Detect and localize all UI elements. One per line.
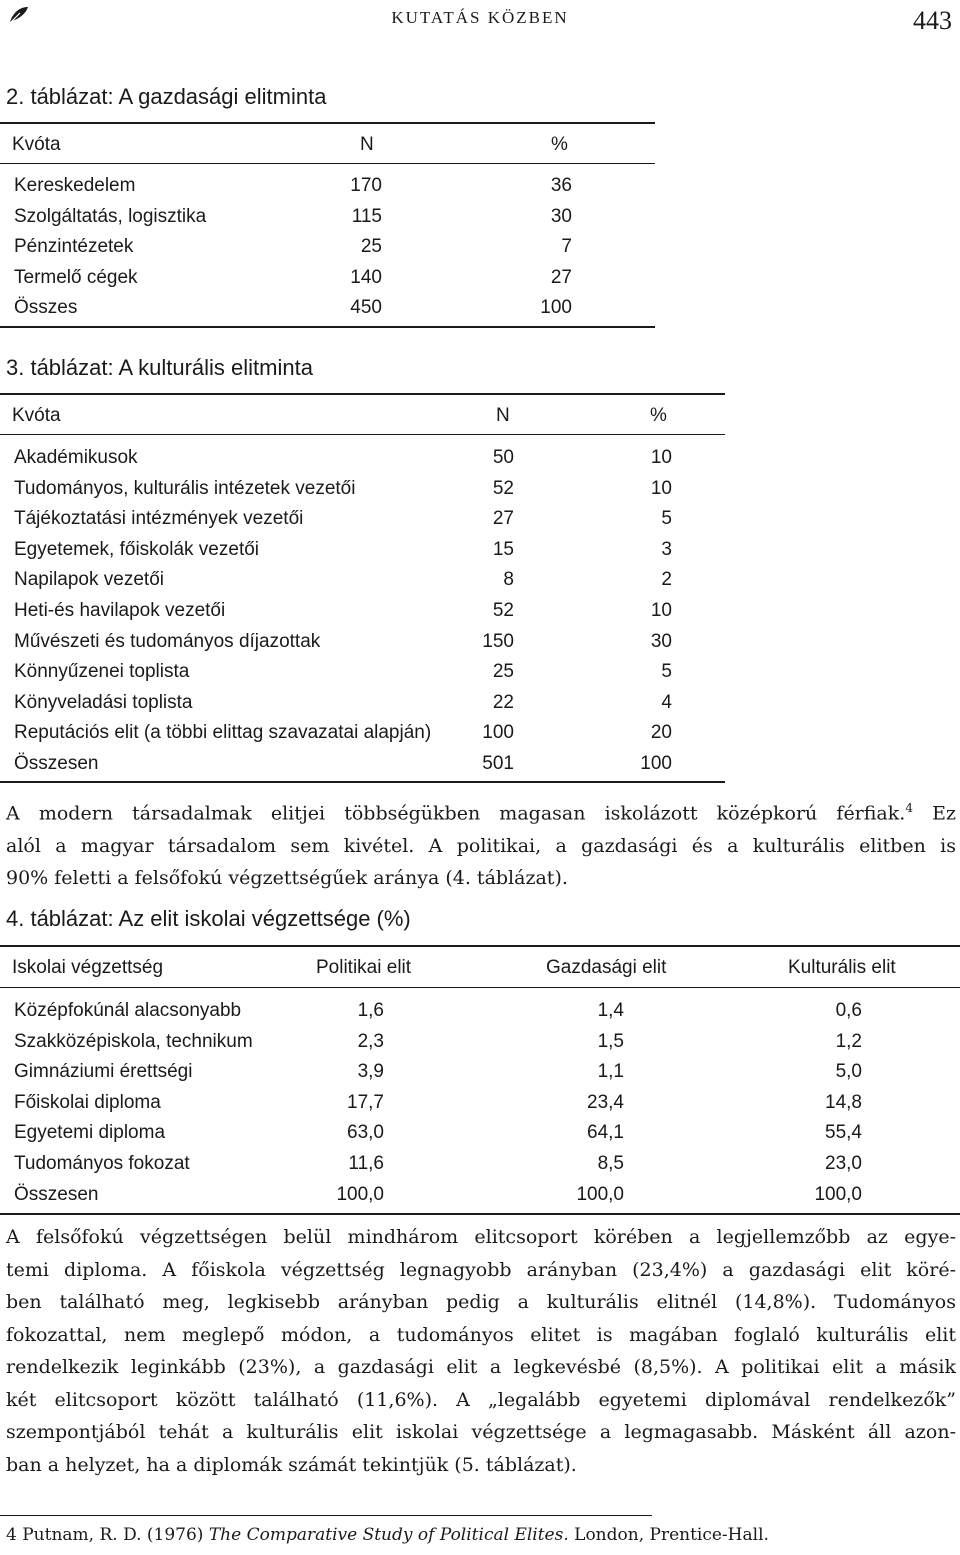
table3-header-rule [0,434,725,435]
row-cultural: 14,8 [825,1091,862,1113]
table-row [0,996,960,1027]
row-label: Heti-és havilapok vezetői [14,599,226,621]
row-label: Összesen [14,752,99,774]
table-row [0,565,725,596]
running-title: KUTATÁS KÖZBEN [391,8,569,27]
footnote-title: The Comparative Study of Political Elites. [208,1525,569,1545]
table-row [0,1057,960,1088]
table-row [0,263,655,294]
table4-header-education: Iskolai végzettség [12,957,164,978]
paragraph-line: rendelkezik leginkább (23%), a gazdasági elit a legkevésbé (8,5%). A politikai elit a másik [6,1356,956,1378]
table2-body [0,171,655,324]
row-cultural: 100,0 [814,1183,862,1205]
table-row [0,535,725,566]
table4-header-economic: Gazdasági elit [546,957,667,978]
row-cultural: 0,6 [835,1000,862,1021]
footnote-author: Putnam, R. D. (1976) [22,1525,204,1545]
paragraph-line: A felsőfokú végzettségen belül mindhárom elitcsoport körében a legjellemzőbb az egye- [6,1226,956,1248]
row-cultural: 1,2 [835,1030,862,1052]
table2-header-rule [0,163,655,164]
table-row [0,596,725,627]
row-label: Egyetemek, főiskolák vezetői [14,538,260,560]
row-n: 22 [492,691,514,713]
table2-header-kvota: Kvóta [12,134,61,155]
row-economic: 8,5 [597,1152,624,1174]
table4-body [0,996,960,1210]
row-label: Egyetemi diploma [14,1122,166,1144]
table-row [0,443,725,474]
table4-bottom-rule [0,1213,960,1215]
row-percent: 7 [561,236,572,258]
row-label: Művészeti és tudományos díjazottak [14,630,321,652]
paragraph-line: alól a magyar társadalom sem kivétel. A politikai, a gazdasági és a kulturális elitben is [6,834,956,857]
table-row [0,474,725,505]
row-n: 100 [482,722,514,744]
table3-header-n: N [496,405,510,426]
row-percent: 20 [650,722,672,744]
footnote [6,1525,769,1545]
row-label: Kereskedelem [14,175,136,196]
table2-header-n: N [360,134,374,155]
row-economic: 64,1 [587,1122,624,1144]
table-row [0,232,655,263]
table-row [0,1149,960,1180]
row-label: Tájékoztatási intézmények vezetői [14,508,304,530]
row-n: 170 [350,175,382,196]
row-n: 450 [350,297,382,319]
footnote-rule [0,1515,652,1516]
paragraph-line: két elitcsoport között található (11,6%). A „legalább egyetemi diplomával rendelkezők” [6,1388,956,1411]
table-row [0,1118,960,1149]
row-percent: 5 [661,508,672,530]
row-political: 11,6 [348,1152,384,1174]
row-n: 27 [492,508,514,530]
footnote-ref: 4 [905,801,913,815]
paragraph-line: 90% feletti a felsőfokú végzettségűek aránya (4. táblázat). [6,867,568,890]
table-row [0,504,725,535]
paragraph-line [6,792,956,830]
row-label: Reputációs elit (a többi elittag szavazatai alapján) [14,722,432,744]
footnote-number: 4 [6,1525,17,1545]
row-label: Napilapok vezetői [14,569,164,591]
row-economic: 23,4 [587,1091,624,1113]
row-percent: 100 [540,297,572,319]
table-row [0,1088,960,1119]
row-n: 115 [351,205,382,227]
row-percent: 5 [661,661,672,683]
row-percent: 30 [550,205,572,227]
footnote-publisher: London, Prentice-Hall. [574,1525,769,1545]
table-row [0,171,655,202]
row-political: 63,0 [347,1122,384,1144]
row-n: 501 [482,752,514,774]
row-economic: 100,0 [576,1183,624,1205]
line-text: A modern társadalmak elitjei többségükben magasan iskolázott középkorú férfiak. [6,802,906,825]
row-percent: 10 [650,447,672,468]
row-political: 100,0 [336,1183,384,1205]
row-label: Tudományos fokozat [14,1152,190,1174]
row-label: Akadémikusok [14,447,138,468]
row-n: 8 [503,569,514,591]
table2-bottom-rule [0,326,655,328]
paragraph-line: ban a helyzet, ha a diplomák számát tekintjük (5. táblázat). [6,1453,577,1476]
row-economic: 1,5 [597,1030,624,1052]
row-label: Összes [14,297,78,319]
paragraph-line: temi diploma. A főiskola végzettség legnagyobb arányban (23,4%) a gazdasági elit köré- [6,1258,956,1281]
table3-caption: 3. táblázat: A kulturális elitminta [6,355,313,380]
row-percent: 10 [650,477,672,499]
row-label: Könnyűzenei toplista [14,661,190,683]
paragraph-line: fokozattal, nem meglepő módon, a tudományos elitet is magában foglaló kulturális elit [6,1323,956,1346]
paragraph-2 [6,1221,956,1481]
row-percent: 3 [661,538,672,560]
table-row [0,1027,960,1058]
row-political: 2,3 [357,1030,384,1052]
row-n: 52 [492,599,514,621]
table-row [0,293,655,324]
row-n: 140 [350,266,382,288]
row-political: 1,6 [357,1000,384,1021]
table2-caption: 2. táblázat: A gazdasági elitminta [6,84,327,109]
row-label: Főiskolai diploma [14,1091,161,1113]
paragraph-1 [6,792,956,895]
table4-header-political: Politikai elit [316,957,412,978]
row-cultural: 23,0 [825,1152,862,1174]
table-row [0,1180,960,1211]
row-label: Tudományos, kulturális intézetek vezetői [14,477,356,499]
row-percent: 100 [640,752,672,774]
table-row [0,688,725,719]
row-label: Gimnáziumi érettségi [14,1061,193,1083]
row-political: 3,9 [357,1061,384,1083]
row-n: 150 [482,630,514,652]
table3-header-percent: % [650,405,667,426]
row-label: Könyveladási toplista [14,691,193,713]
row-percent: 4 [661,691,672,713]
row-label: Termelő cégek [14,266,138,288]
row-cultural: 55,4 [825,1122,862,1144]
table-row [0,202,655,233]
table-row [0,657,725,688]
paragraph-line: szempontjából tehát a kulturális elit iskolai végzettsége a legmagasabb. Másként áll azon- [6,1421,956,1443]
table-row [0,627,725,658]
row-percent: 10 [650,599,672,621]
row-economic: 1,4 [597,1000,624,1021]
row-n: 25 [360,236,382,258]
row-n: 52 [492,477,514,499]
table4-header-rule [0,987,960,988]
table2-top-rule [0,122,655,124]
row-label: Összesen [14,1183,99,1205]
table3-bottom-rule [0,781,725,783]
row-economic: 1,1 [597,1061,624,1083]
row-percent: 36 [550,175,572,196]
table4-caption: 4. táblázat: Az elit iskolai végzettsége (%) [6,906,411,931]
row-percent: 30 [650,630,672,652]
row-label: Szakközépiskola, technikum [14,1030,253,1052]
table2-header-percent: % [551,134,568,155]
line-tail: Ez [932,802,956,825]
table3-top-rule [0,393,725,395]
row-label: Pénzintézetek [14,236,134,258]
row-n: 15 [492,538,514,560]
table3-header-kvota: Kvóta [12,405,61,426]
row-political: 17,7 [347,1091,384,1113]
row-n: 25 [492,661,514,683]
paragraph-line: ben található meg, legkisebb arányban pedig a kulturális elitnél (14,8%). Tudományos [6,1291,956,1313]
row-label: Szolgáltatás, logisztika [14,205,207,227]
table-row [0,718,725,749]
row-label: Középfokúnál alacsonyabb [14,1000,242,1021]
row-n: 50 [492,447,514,468]
table3-body [0,443,725,780]
table-row [0,749,725,780]
table4-top-rule [0,945,960,947]
row-cultural: 5,0 [835,1061,862,1083]
row-percent: 27 [550,266,572,288]
row-percent: 2 [661,569,672,591]
page-number: 443 [913,6,952,35]
table4-header-cultural: Kulturális elit [788,957,896,978]
